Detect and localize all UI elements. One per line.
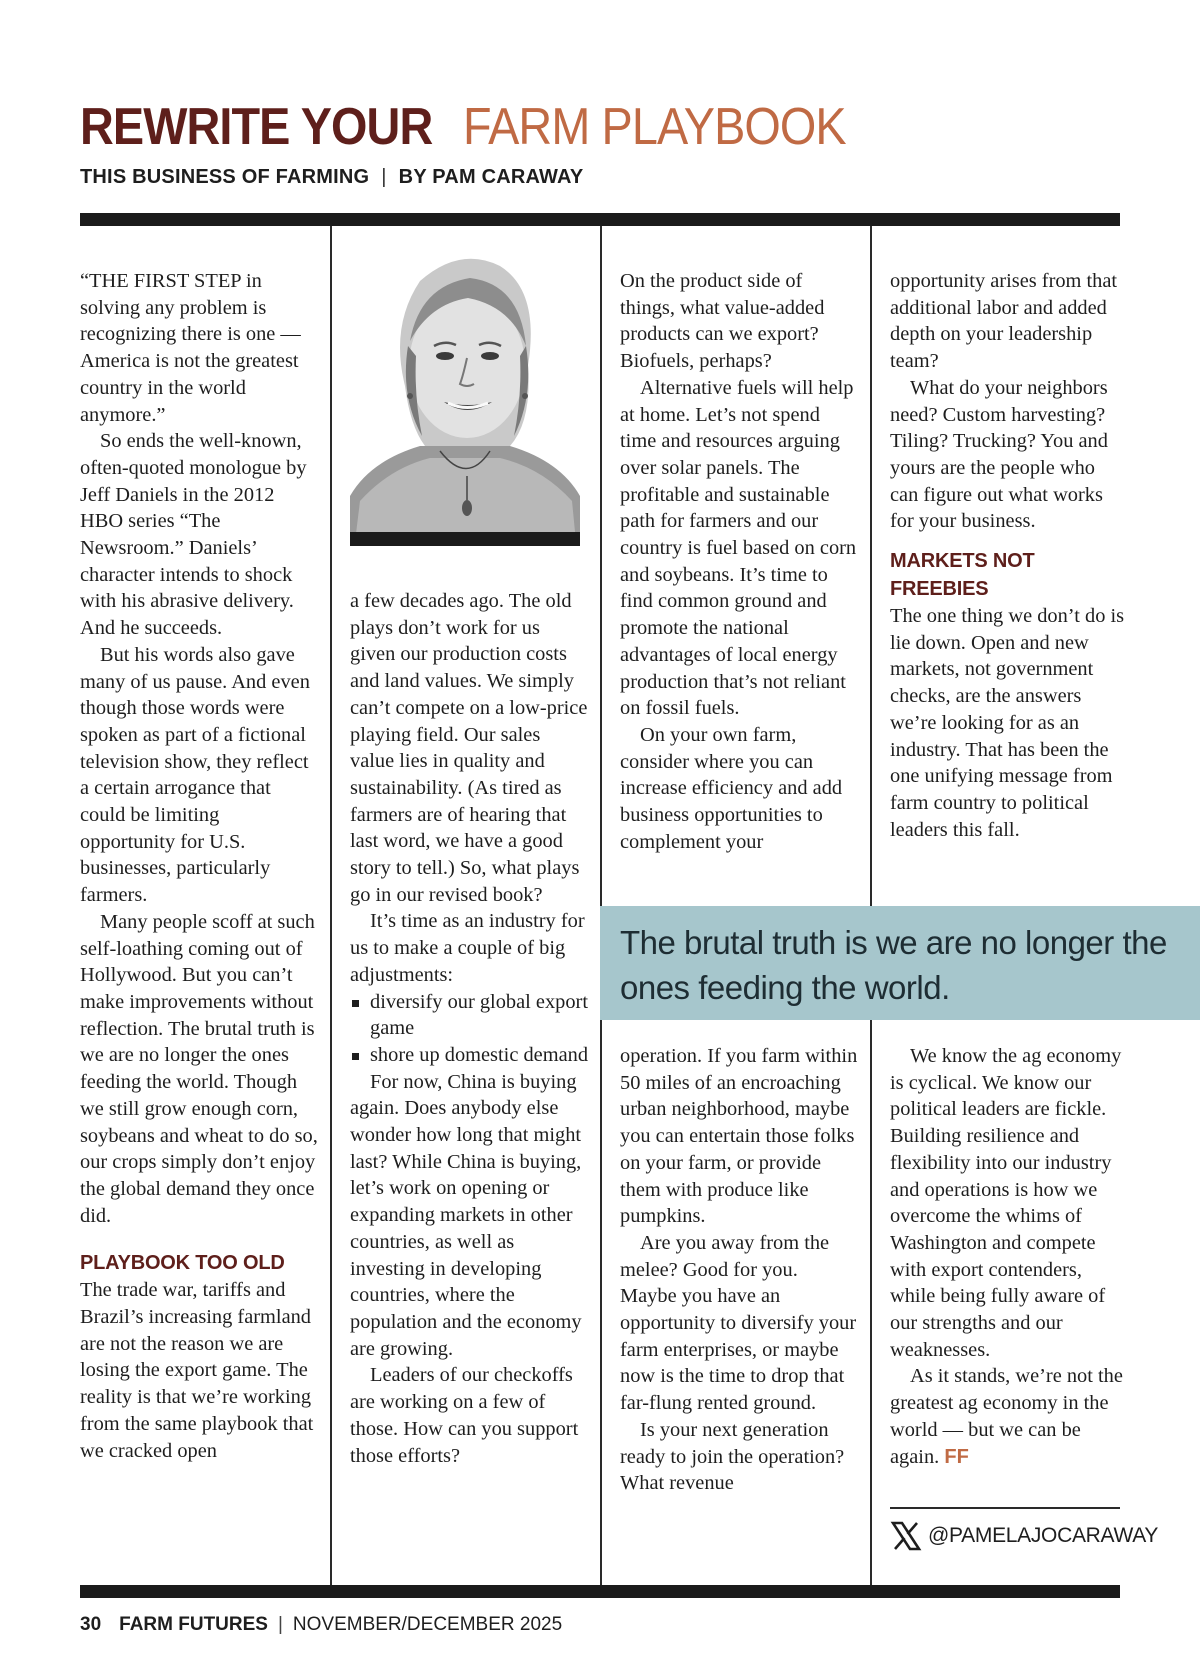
column-divider: [600, 1020, 602, 1585]
social-handle-text: @PAMELAJOCARAWAY: [928, 1524, 1159, 1547]
headline-light: FARM PLAYBOOK: [462, 98, 846, 156]
paragraph: Are you away from the melee? Good for you. Maybe you have an opportunity to diversify your farm enterprises, or maybe now is the time to drop that far-flung rented ground.: [620, 1231, 857, 1415]
paragraph: We know the ag economy is cyclical. We know our political leaders are fickle. Building resilience and flexibility into our industry and operations is how we overcome the whims of Washington and compete with export contenders, while being fully aware of our strengths and our weaknesses.: [890, 1045, 1122, 1361]
paragraph: “THE FIRST STEP in solving any problem is recognizing there is one — America is not the greatest country in the world anymore.”: [80, 270, 301, 426]
folio: [80, 1614, 562, 1636]
paragraph: What do your neighbors need? Custom harvesting? Tiling? Trucking? You and yours are the people who can figure out what works for your business.: [890, 376, 1108, 533]
subhead-playbook: PLAYBOOK TOO OLD: [80, 1252, 285, 1275]
article-column-1: [80, 268, 318, 1464]
article-column-3-bottom: [620, 1043, 858, 1497]
paragraph: operation. If you farm within 50 miles of an encroaching urban neighborhood, maybe you can entertain those folks on your farm, or provide them with produce like pumpkins.: [620, 1045, 858, 1228]
article-column-4-bottom: [890, 1043, 1125, 1470]
article-column-4-top: [890, 268, 1125, 843]
top-rule: [80, 213, 1120, 226]
closing-text: As it stands, we’re not the greatest ag economy in the world — but we can be again.: [890, 1365, 1123, 1468]
article-column-2: [350, 588, 588, 1469]
paragraph: On the product side of things, what value-added products can we export? Biofuels, perhaps?: [620, 270, 825, 373]
paragraph: Leaders of our checkoffs are working on a few of those. How can you support those efforts?: [350, 1364, 579, 1467]
list-item: diversify our global export game: [350, 989, 588, 1042]
article-column-3-top: [620, 268, 858, 855]
author-portrait: [350, 246, 580, 556]
headline-bold: REWRITE YOUR: [80, 98, 433, 156]
paragraph: Is your next generation ready to join the operation? What revenue: [620, 1418, 845, 1495]
author-portrait-illustration: [350, 246, 580, 556]
paragraph: The one thing we don’t do is lie down. Open and new markets, not government checks, are the answers we’re looking for as an industry. That has been the one unifying message from farm country to political leaders this fall.: [890, 605, 1125, 841]
paragraph: a few decades ago. The old plays don’t work for us given our production costs and land values. We simply can’t compete on a low-price playing field. Our sales value lies in quality and sustainability. (As tired as farmers are of hearing that last word, we have a good story to tell.) So, what plays go in our revised book?: [350, 590, 588, 906]
column-divider: [330, 226, 332, 1585]
column-name: THIS BUSINESS OF FARMING: [80, 166, 370, 188]
column-divider: [870, 1020, 872, 1585]
bullet-list: [350, 989, 588, 1069]
headline: [80, 96, 888, 158]
paragraph: The trade war, tariffs and Brazil’s increasing farmland are not the reason we are losing the export game. The reality is that we’re working from the same playbook that we cracked open: [80, 1279, 314, 1462]
byline-separator: |: [381, 166, 387, 188]
magazine-name: FARM FUTURES: [119, 1614, 268, 1635]
paragraph: opportunity arises from that additional labor and added depth on your leadership team?: [890, 270, 1118, 373]
column-divider: [600, 226, 602, 906]
pull-quote: The brutal truth is we are no longer the ones feeding the world.: [600, 906, 1200, 1020]
issue-date: NOVEMBER/DECEMBER 2025: [292, 1614, 563, 1635]
social-handle[interactable]: [890, 1520, 1158, 1552]
x-logo-icon: [890, 1520, 922, 1552]
paragraph: But his words also gave many of us pause. And even though those words were spoken as part of a fictional television show, they reflect a certain arrogance that could be limiting opportunity for U.S. businesses, particularly farmers.: [80, 643, 310, 907]
author-name: BY PAM CARAWAY: [398, 166, 584, 188]
closing-paragraph: [890, 1363, 1125, 1470]
paragraph: Alternative fuels will help at home. Let’s not spend time and resources arguing over solar panels. The profitable and sustainable path for farmers and our country is fuel based on corn and soybeans. It’s time to find common ground and promote the national advantages of local energy production that’s not reliant on fossil fuels.: [620, 376, 857, 720]
end-mark: FF: [944, 1445, 969, 1468]
subhead-markets: MARKETS NOT FREEBIES: [890, 550, 1035, 601]
paragraph: It’s time as an industry for us to make a couple of big adjustments:: [350, 910, 585, 986]
paragraph: Many people scoff at such self-loathing coming out of Hollywood. But you can’t make improvements without reflection. The brutal truth is we are no longer the ones feeding the world. Though we still grow enough corn, soybeans and wheat to do so, our crops simply don’t enjoy the global demand they once did.: [80, 910, 318, 1227]
list-item: shore up domestic demand: [350, 1042, 588, 1069]
column-divider: [870, 226, 872, 906]
paragraph: On your own farm, consider where you can increase efficiency and add business opportunities to complement your: [620, 723, 843, 853]
byline: [80, 166, 583, 189]
social-divider: [890, 1507, 1120, 1509]
page-number: 30: [80, 1614, 102, 1635]
folio-separator: |: [277, 1614, 283, 1635]
paragraph: For now, China is buying again. Does anybody else wonder how long that might last? While China is buying, let’s work on opening or expanding markets in other countries, as well as investing in developing countries, where the population and the economy are growing.: [350, 1070, 582, 1360]
paragraph: So ends the well-known, often-quoted monologue by Jeff Daniels in the 2012 HBO series “The Newsroom.” Daniels’ character intends to shock with his abrasive delivery. And he succeeds.: [80, 430, 307, 640]
bottom-rule: [80, 1585, 1120, 1598]
